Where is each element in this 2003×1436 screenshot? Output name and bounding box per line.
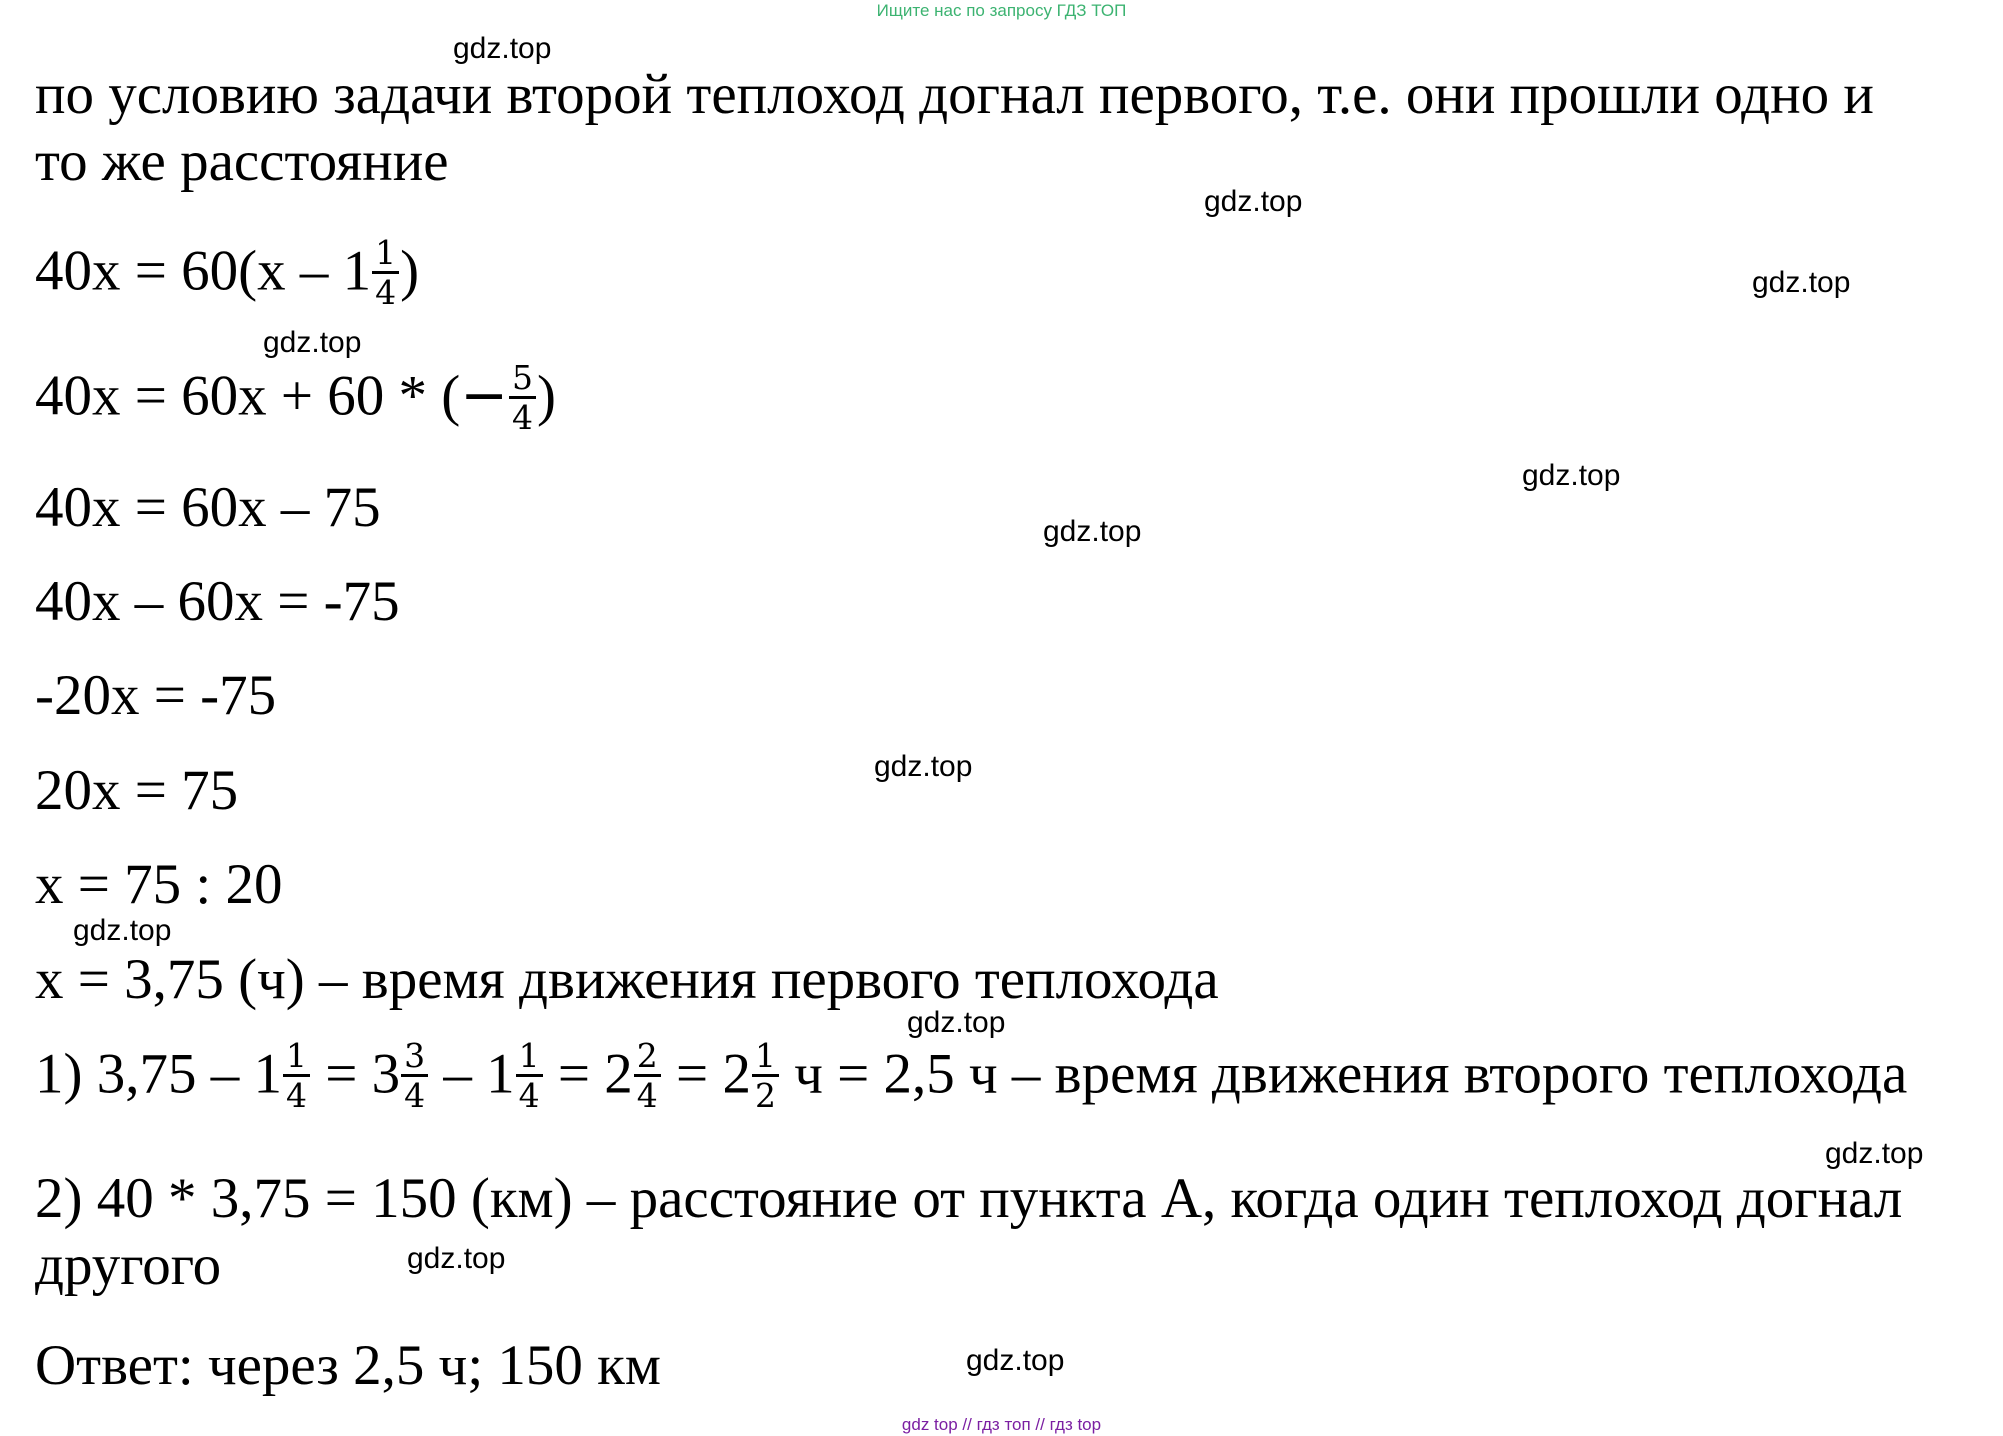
equation-7: x = 75 : 20 — [35, 853, 283, 916]
fraction-numerator: 2 — [634, 1039, 661, 1077]
fraction-denominator: 4 — [636, 1076, 658, 1115]
step-text: 1) 3,75 – 1 — [35, 1042, 282, 1106]
fraction-numerator: 1 — [283, 1039, 310, 1077]
equation-4: 40x – 60x = -75 — [35, 570, 400, 633]
equation-3: 40x = 60x – 75 — [35, 476, 381, 539]
fraction-numerator: 5 — [509, 361, 536, 399]
top-banner: Ищите нас по запросу ГДЗ ТОП — [876, 1, 1127, 20]
watermark: gdz.top — [1522, 459, 1621, 492]
watermark: gdz.top — [874, 750, 973, 783]
step-1 — [35, 1036, 1908, 1116]
equation-text: 40x = 60(x – 1 — [35, 239, 372, 303]
fraction — [752, 1036, 779, 1115]
step-text: = 2 — [661, 1042, 751, 1106]
fraction — [509, 358, 536, 437]
fraction-denominator: 4 — [404, 1076, 426, 1115]
equation-text: ) — [537, 364, 557, 428]
step-text: = 2 — [543, 1042, 633, 1106]
watermark: gdz.top — [263, 326, 362, 359]
fraction-denominator: 4 — [512, 398, 534, 437]
step-2-line-1: 2) 40 * 3,75 = 150 (км) – расстояние от пункта А, когда один теплоход догнал — [35, 1167, 1903, 1230]
watermark: gdz.top — [407, 1242, 506, 1275]
equation-text: 40x = 60x + 60 * ( — [35, 364, 461, 428]
equation-text: ) — [400, 239, 420, 303]
fraction-numerator: 3 — [401, 1039, 428, 1077]
equation-2 — [35, 358, 557, 438]
fraction-denominator: 4 — [375, 273, 397, 312]
watermark: gdz.top — [907, 1006, 1006, 1039]
equation-1 — [35, 233, 420, 313]
fraction — [401, 1036, 428, 1115]
equation-5: -20x = -75 — [35, 664, 277, 727]
fraction-denominator: 4 — [285, 1076, 307, 1115]
fraction — [634, 1036, 661, 1115]
watermark: gdz.top — [453, 32, 552, 65]
fraction-numerator: 1 — [372, 236, 399, 274]
fraction-numerator: 1 — [752, 1039, 779, 1077]
step-text: ч = 2,5 ч – время движения второго теплохода — [779, 1042, 1908, 1106]
watermark: gdz.top — [1204, 185, 1303, 218]
bottom-banner: gdz top // гдз топ // гдз top — [901, 1415, 1102, 1434]
intro-line-1: по условию задачи второй теплоход догнал первого, т.е. они прошли одно и — [35, 63, 1874, 126]
fraction — [283, 1036, 310, 1115]
intro-line-2: то же расстояние — [35, 130, 449, 193]
watermark: gdz.top — [1043, 515, 1142, 548]
equation-6: 20x = 75 — [35, 759, 239, 822]
watermark: gdz.top — [73, 914, 172, 947]
fraction — [372, 233, 399, 312]
fraction-denominator: 4 — [518, 1076, 540, 1115]
answer-line: Ответ: через 2,5 ч; 150 км — [35, 1334, 661, 1397]
step-2-line-2: другого — [35, 1234, 222, 1297]
watermark: gdz.top — [1752, 266, 1851, 299]
step-text: = 3 — [310, 1042, 401, 1106]
fraction-numerator: 1 — [516, 1039, 543, 1077]
minus-sign: − — [460, 362, 509, 429]
watermark: gdz.top — [966, 1344, 1065, 1377]
watermark: gdz.top — [1825, 1137, 1924, 1170]
fraction — [516, 1036, 543, 1115]
fraction-denominator: 2 — [754, 1076, 776, 1115]
step-text: – 1 — [429, 1042, 515, 1106]
equation-8: x = 3,75 (ч) – время движения первого теплохода — [35, 948, 1219, 1011]
